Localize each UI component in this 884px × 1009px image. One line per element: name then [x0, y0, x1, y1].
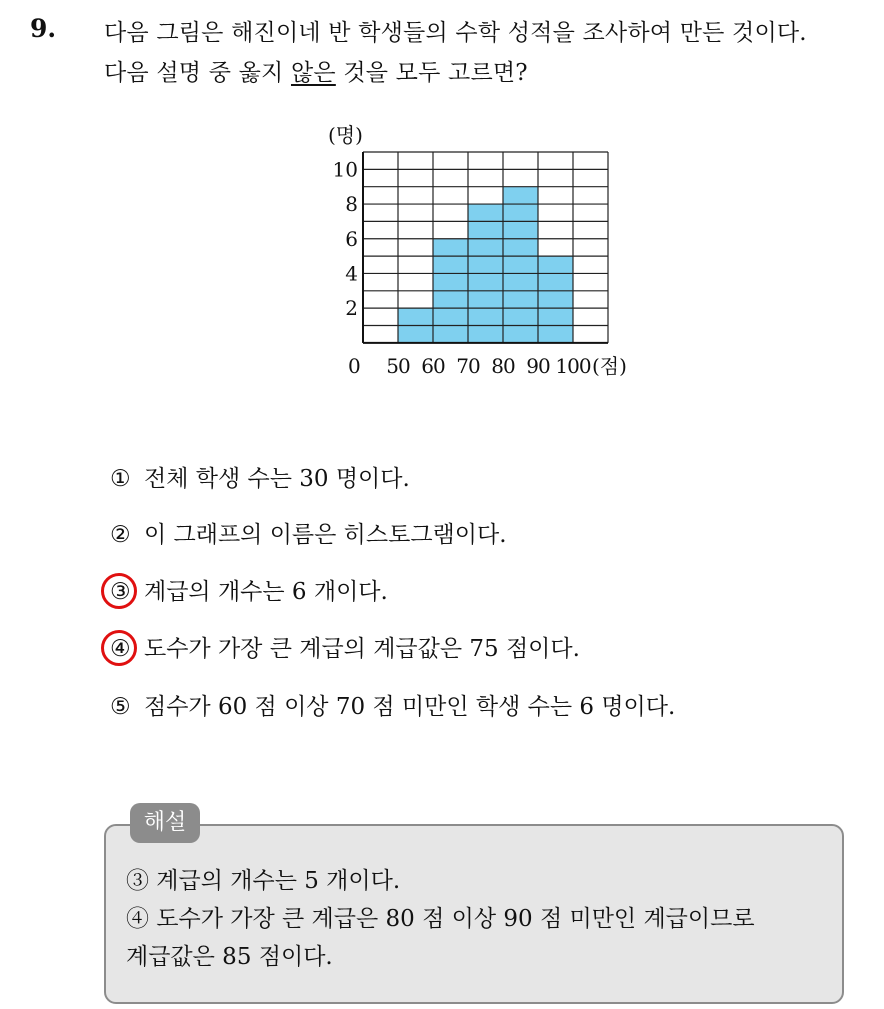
option-number: ④ — [110, 636, 131, 662]
option-text: 전체 학생 수는 30 명이다. — [144, 466, 410, 492]
histogram-bar — [503, 187, 538, 343]
x-tick-label: 90 — [526, 353, 550, 378]
option-text: 점수가 60 점 이상 70 점 미만인 학생 수는 6 명이다. — [144, 694, 676, 720]
histogram-chart — [320, 118, 650, 380]
question-line-2-start: 다음 설명 중 옳지 — [104, 60, 291, 86]
option-number: ③ — [110, 579, 131, 605]
solution-line-3: 계급값은 85 점이다. — [126, 944, 333, 970]
histogram-bar — [538, 256, 573, 343]
x-tick-label: 80 — [491, 353, 515, 378]
option-text: 도수가 가장 큰 계급의 계급값은 75 점이다. — [144, 636, 580, 662]
x-tick-label: 60 — [421, 353, 445, 378]
option-2[interactable] — [110, 516, 507, 549]
option-number: ① — [110, 466, 131, 492]
x-tick-label: 50 — [386, 353, 410, 378]
red-circle-mark-option-4 — [101, 630, 137, 666]
solution-line-1: ③ 계급의 개수는 5 개이다. — [126, 868, 401, 894]
x-tick-label: 70 — [456, 353, 480, 378]
option-number: ② — [110, 522, 131, 548]
option-1[interactable] — [110, 460, 410, 493]
y-tick-label: 10 — [332, 157, 358, 182]
y-tick-label: 2 — [345, 296, 358, 321]
y-tick-label: 8 — [345, 192, 358, 217]
x-tick-label: 100 — [555, 353, 591, 378]
solution-line-2: ④ 도수가 가장 큰 계급은 80 점 이상 90 점 미만인 계급이므로 — [126, 906, 755, 932]
y-axis-label: (명) — [328, 123, 363, 147]
question-line-2 — [104, 54, 528, 87]
option-text: 계급의 개수는 6 개이다. — [144, 579, 388, 605]
solution-tab: 해설 — [130, 803, 200, 843]
question-number: 9. — [30, 14, 57, 43]
question-emphasis-underline: 않은 — [290, 60, 336, 86]
option-text: 이 그래프의 이름은 히스토그램이다. — [144, 522, 507, 548]
question-line-2-end: 것을 모두 고르면? — [335, 60, 528, 86]
question-line-1: 다음 그림은 해진이네 반 학생들의 수학 성적을 조사하여 만든 것이다. — [104, 20, 807, 46]
option-3[interactable] — [110, 573, 388, 606]
option-4[interactable] — [110, 630, 580, 663]
origin-label: 0 — [348, 353, 361, 378]
y-tick-label: 6 — [345, 226, 358, 251]
x-axis-label: (점) — [592, 353, 627, 378]
red-circle-mark-option-3 — [101, 573, 137, 609]
option-5[interactable] — [110, 688, 675, 721]
option-number: ⑤ — [110, 694, 131, 720]
y-tick-label: 4 — [345, 261, 358, 286]
